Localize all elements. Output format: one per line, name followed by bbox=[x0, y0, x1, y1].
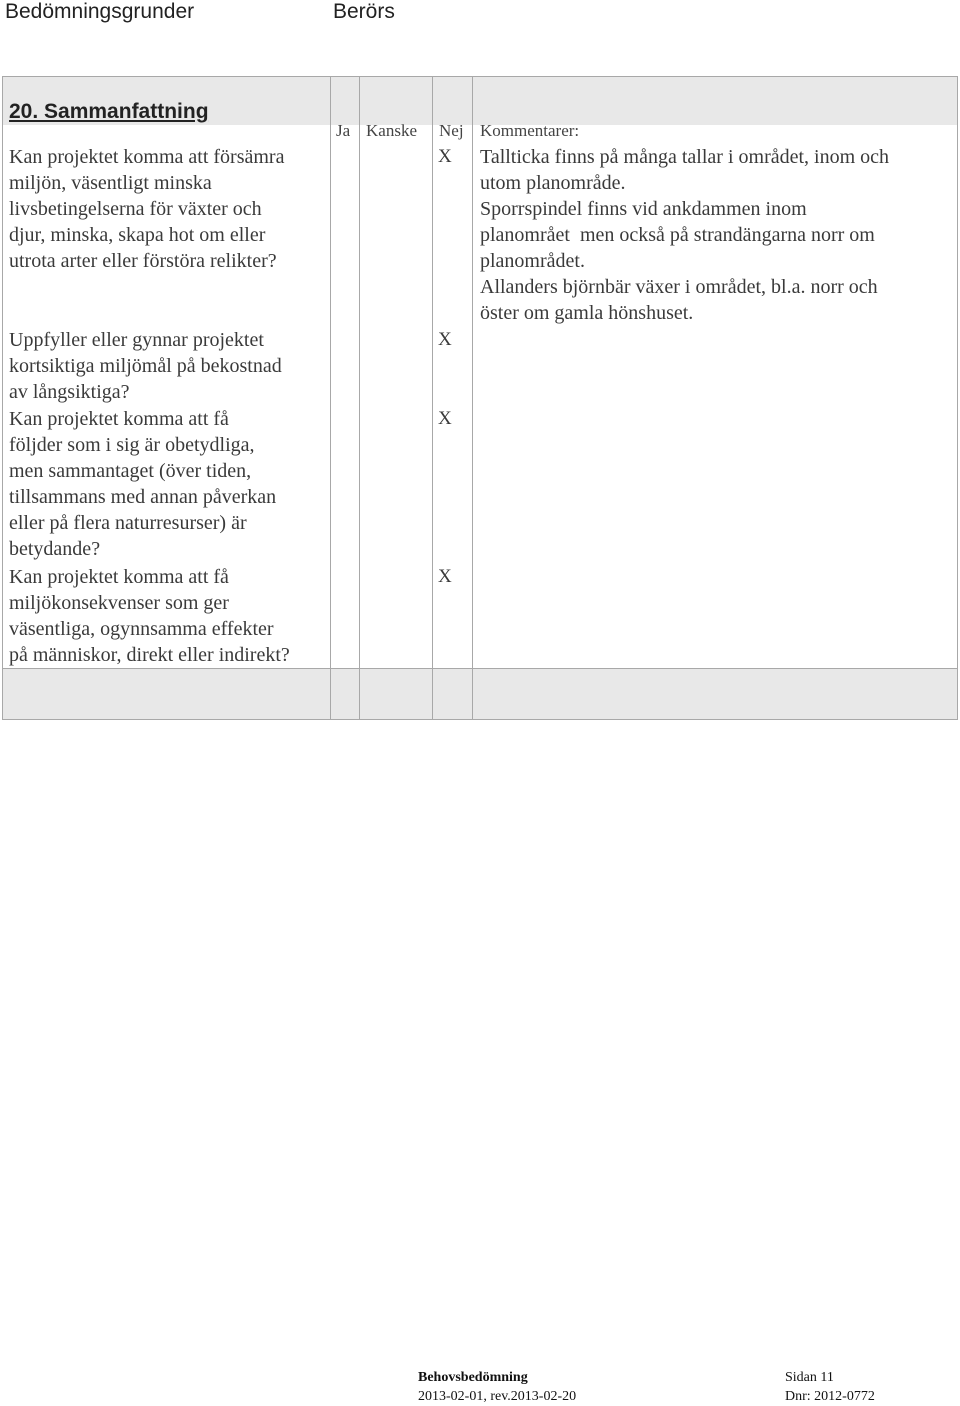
comment-line: planområdet. bbox=[480, 250, 585, 272]
question-1 bbox=[9, 144, 284, 274]
question-line: Kan projektet komma att få bbox=[9, 408, 229, 430]
comment-line: utom planområde. bbox=[480, 172, 626, 194]
answer-nej-mark: X bbox=[438, 566, 452, 587]
comment-line: Sporrspindel finns vid ankdammen inom bbox=[480, 198, 807, 220]
question-4 bbox=[9, 564, 290, 668]
table-border-top bbox=[2, 76, 958, 77]
answer-nej-mark: X bbox=[438, 329, 452, 350]
table-border-right bbox=[957, 76, 958, 720]
footer-dnr: Dnr: 2012-0772 bbox=[785, 1389, 875, 1404]
question-line: Uppfyller eller gynnar projektet bbox=[9, 329, 264, 351]
question-line: miljön, väsentligt minska bbox=[9, 172, 212, 194]
question-line: Kan projektet komma att försämra bbox=[9, 146, 285, 168]
question-line: följder som i sig är obetydliga, bbox=[9, 434, 255, 456]
footer-dates: 2013-02-01, rev.2013-02-20 bbox=[418, 1389, 577, 1404]
question-line: men sammantaget (över tiden, bbox=[9, 460, 252, 482]
column-header-ja: Ja bbox=[336, 121, 351, 140]
question-line: kortsiktiga miljömål på bekostnad bbox=[9, 355, 282, 377]
question-line: tillsammans med annan påverkan bbox=[9, 486, 277, 508]
question-line: betydande? bbox=[9, 538, 101, 560]
header-title: Bedömningsgrunder bbox=[5, 0, 195, 23]
table-divider bbox=[2, 668, 958, 669]
answer-nej-mark: X bbox=[438, 146, 452, 167]
answer-nej-mark: X bbox=[438, 408, 452, 429]
header-column-label: Berörs bbox=[333, 0, 395, 23]
question-2 bbox=[9, 327, 282, 405]
table-border-bottom bbox=[2, 719, 958, 720]
question-line: av långsiktiga? bbox=[9, 381, 130, 403]
question-line: på människor, direkt eller indirekt? bbox=[9, 644, 290, 666]
comment-line: Tallticka finns på många tallar i området, inom och bbox=[480, 146, 890, 168]
column-divider bbox=[472, 76, 473, 720]
question-3 bbox=[9, 406, 276, 562]
column-header-comments: Kommentarer: bbox=[480, 121, 580, 140]
comment-line: Allanders björnbär växer i området, bl.a. norr och bbox=[480, 276, 878, 298]
question-line: miljökonsekvenser som ger bbox=[9, 592, 229, 614]
comment-1 bbox=[480, 144, 889, 326]
question-line: livsbetingelserna för växter och bbox=[9, 198, 262, 220]
table-footer-shade bbox=[3, 669, 957, 719]
column-divider bbox=[432, 76, 433, 720]
footer-document-title: Behovsbedömning bbox=[418, 1370, 528, 1385]
comment-line: planområet men också på strandängarna norr om bbox=[480, 224, 875, 246]
column-header-kanske: Kanske bbox=[366, 121, 417, 140]
column-header-nej: Nej bbox=[439, 121, 464, 140]
footer-page-number: Sidan 11 bbox=[785, 1370, 834, 1385]
question-line: eller på flera naturresurser) är bbox=[9, 512, 247, 534]
question-line: utrota arter eller förstöra relikter? bbox=[9, 250, 277, 272]
column-divider bbox=[359, 76, 360, 720]
question-line: väsentliga, ogynnsamma effekter bbox=[9, 618, 274, 640]
question-line: djur, minska, skapa hot om eller bbox=[9, 224, 266, 246]
comment-line: öster om gamla hönshuset. bbox=[480, 302, 694, 324]
table-border-left bbox=[2, 76, 3, 720]
section-title: 20. Sammanfattning bbox=[9, 100, 209, 123]
column-divider bbox=[330, 76, 331, 720]
question-line: Kan projektet komma att få bbox=[9, 566, 229, 588]
